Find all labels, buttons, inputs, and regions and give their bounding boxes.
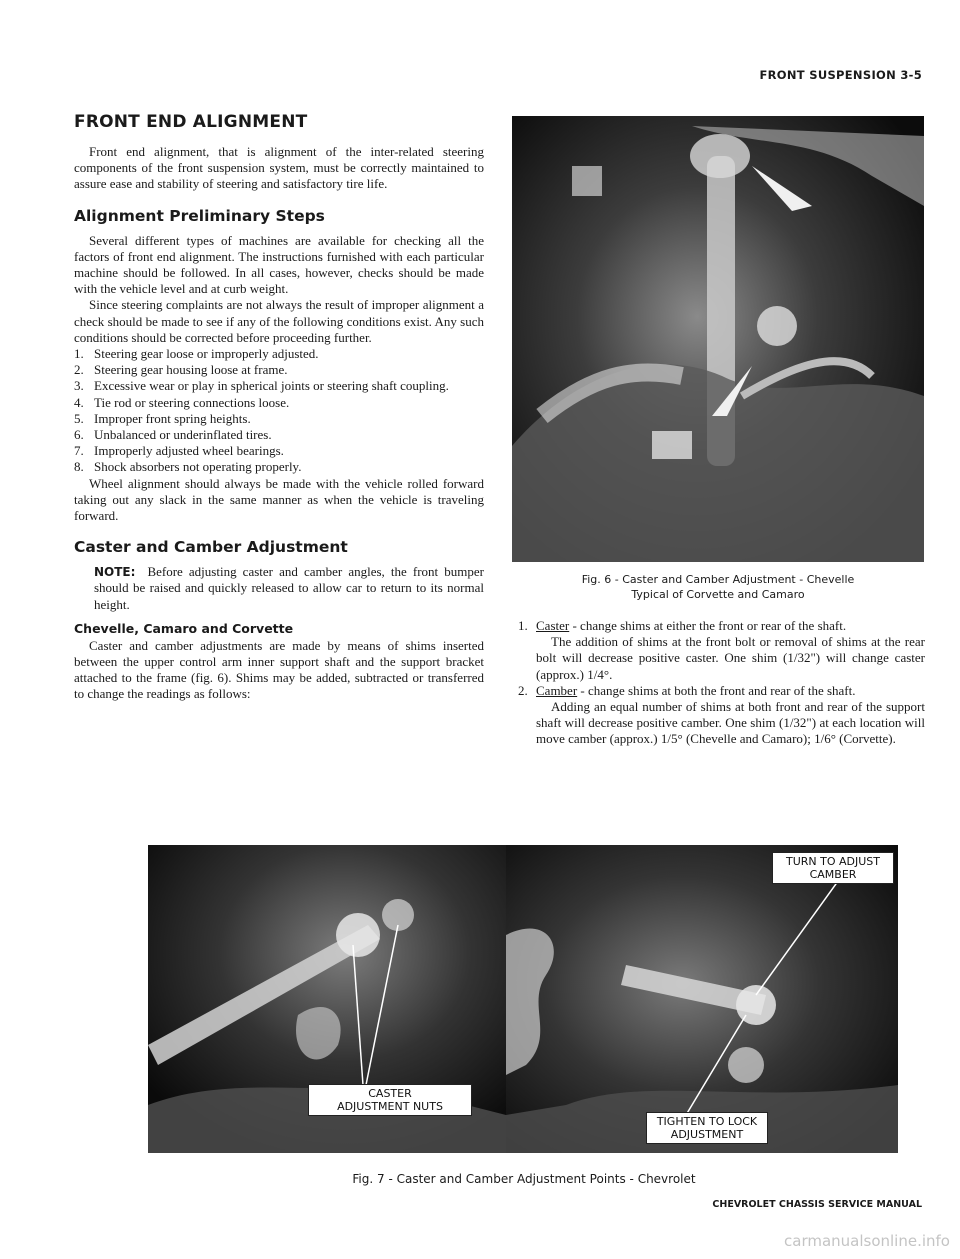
fig6-caption-line1: Fig. 6 - Caster and Camber Adjustment - Chevelle [581,573,855,586]
list-item: 2. Camber - change shims at both the front and rear of the shaft. Adding an equal number of shims at both front and rear of the support shaft will decrease positive camber. One shim (1/32") at each location will move camber (approx.) 1/5° (Chevelle and Camaro); 1/6° (Corvette). [518,682,925,747]
caster-camber-heading: Caster and Camber Adjustment [74,538,348,557]
list-item: 8. Shock absorbers not operating properly. [74,459,302,475]
prelim-paragraph-3: Wheel alignment should always be made with the vehicle rolled forward taking out any slack in the same manner as when the vehicle is traveling forward. [74,475,484,524]
list-item: 6. Unbalanced or underinflated tires. [74,427,272,443]
camber-detail: Adding an equal number of shims at both front and rear of the support shaft will decrease positive camber. One shim (1/32") at each location will move camber (approx.) 1/5° (Chevelle and Camaro); 1/6° (Corvette). [536,699,925,747]
prelim-paragraph-1: Several different types of machines are available for checking all the factors of front end alignment. The instructions furnished with each particular machine should be followed. In all cases, however, checks should be made with the vehicle level and at curb weight. [74,232,484,297]
footer-manual-title: CHEVROLET CHASSIS SERVICE MANUAL [712,1199,922,1210]
fig6-photo [512,116,924,562]
watermark: carmanualsonline.info [784,1232,950,1250]
caster-detail: The addition of shims at the front bolt or removal of shims at the rear bolt will decrease positive caster. One shim (1/32") will change caster (approx.) 1/4°. [536,634,925,682]
models-paragraph: Caster and camber adjustments are made by means of shims inserted between the upper control arm inner support shaft and the support bracket attached to the frame (fig. 6). Shims may be added, subtracted or transferred to change the readings as follows: [74,637,484,702]
list-item: 7. Improperly adjusted wheel bearings. [74,443,284,459]
models-heading: Chevelle, Camaro and Corvette [74,620,294,636]
conditions-list [74,346,484,476]
list-item: 1. Steering gear loose or improperly adjusted. [74,346,319,362]
note-text: Before adjusting caster and camber angles, the front bumper should be raised and quickly released to allow car to return to its normal height. [94,564,484,612]
callout-tighten-to-lock: TIGHTEN TO LOCK ADJUSTMENT [646,1112,768,1144]
prelim-heading: Alignment Preliminary Steps [74,206,325,225]
adjustment-steps [510,618,925,748]
section-title: FRONT END ALIGNMENT [74,112,308,132]
list-item: 1. Caster - change shims at either the front or rear of the shaft. The addition of shims at the front bolt or removal of shims at the rear bolt will decrease positive caster. One shim (1/32") will change caster (approx.) 1/4°. [518,618,925,682]
left-column [74,112,484,703]
note-label: NOTE: [94,565,136,580]
fig6-caption [512,572,924,602]
callout-caster-adjustment-nuts: CASTER ADJUSTMENT NUTS [308,1084,472,1116]
list-item: 3. Excessive wear or play in spherical joints or steering shaft coupling. [74,378,449,394]
list-item: 2. Steering gear housing loose at frame. [74,362,288,378]
prelim-paragraph-2: Since steering complaints are not always the result of improper alignment a check should be made to see if any of the following conditions exist. Any such conditions should be corrected before proceeding further. [74,297,484,345]
note-block [94,564,484,613]
fig7-right-photo [506,845,898,1153]
right-column [510,618,925,748]
fig7-caption: Fig. 7 - Caster and Camber Adjustment Points - Chevrolet [352,1172,696,1186]
fig6-illustration [512,116,924,562]
intro-paragraph: Front end alignment, that is alignment of the inter-related steering components of the front suspension system, must be correctly maintained to assure ease and stability of steering and satisfactory tire life. [74,144,484,192]
caster-term: Caster [536,618,570,633]
list-item: 5. Improper front spring heights. [74,410,251,426]
list-item: 4. Tie rod or steering connections loose. [74,394,290,410]
callout-turn-to-adjust-camber: TURN TO ADJUST CAMBER [772,852,894,884]
camber-term: Camber [536,682,578,698]
running-header: FRONT SUSPENSION 3-5 [759,68,922,82]
fig7-right-illustration [506,845,898,1153]
fig6-caption-line2: Typical of Corvette and Camaro [631,588,805,601]
